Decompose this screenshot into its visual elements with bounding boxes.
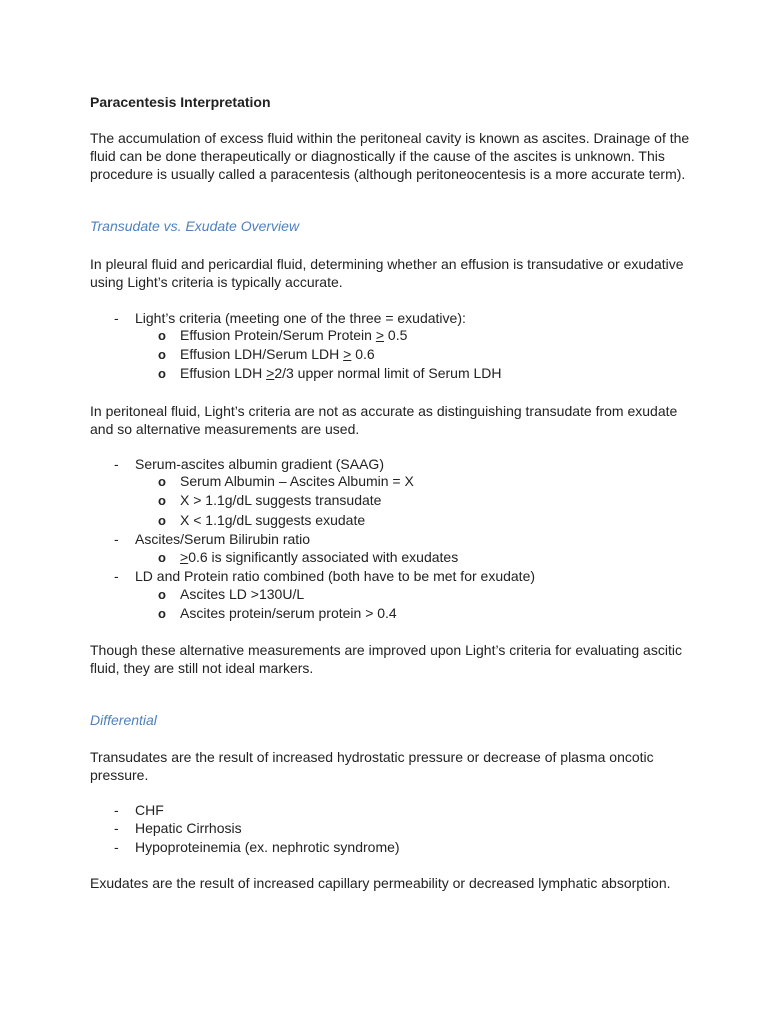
list-item: Ascites protein/serum protein > 0.4 [180, 605, 397, 621]
list-item: Effusion LDH >2/3 upper normal limit of Serum LDH [180, 365, 502, 381]
list-item: Serum Albumin – Ascites Albumin = X [180, 473, 414, 489]
list-dash: - [114, 310, 119, 326]
list-dash: - [114, 456, 119, 472]
list-item: >0.6 is significantly associated with exudates [180, 549, 459, 565]
exudates-paragraph: Exudates are the result of increased capillary permeability or decreased lymphatic absorption. [90, 875, 671, 891]
list-item: X < 1.1g/dL suggests exudate [180, 512, 366, 528]
list-item-saag: Serum-ascites albumin gradient (SAAG) [135, 456, 384, 472]
list-item: Effusion LDH/Serum LDH > 0.6 [180, 346, 375, 362]
list-item-lights-criteria: Light’s criteria (meeting one of the three = exudative): [135, 310, 466, 326]
section-heading-differential: Differential [90, 712, 157, 728]
list-dash: - [114, 802, 119, 818]
list-item: X > 1.1g/dL suggests transudate [180, 492, 382, 508]
list-bullet: o [158, 474, 166, 489]
peritoneal-paragraph: In peritoneal fluid, Light’s criteria are not as accurate as distinguishing transudate from exudate and so alternative measurements are used. [90, 403, 678, 437]
list-bullet: o [158, 366, 166, 381]
list-bullet: o [158, 328, 166, 343]
list-item: Ascites LD >130U/L [180, 586, 305, 602]
list-bullet: o [158, 550, 166, 565]
list-item-ld-protein-ratio: LD and Protein ratio combined (both have to be met for exudate) [135, 568, 536, 584]
section-heading-transudate-exudate: Transudate vs. Exudate Overview [90, 218, 300, 234]
list-bullet: o [158, 513, 166, 528]
list-item-bilirubin-ratio: Ascites/Serum Bilirubin ratio [135, 531, 311, 547]
list-bullet: o [158, 587, 166, 602]
list-item-chf: CHF [135, 802, 164, 818]
transudates-paragraph: Transudates are the result of increased hydrostatic pressure or decrease of plasma oncotic pressure. [90, 749, 654, 783]
intro-paragraph: The accumulation of excess fluid within the peritoneal cavity is known as ascites. Drainage of the fluid can be done therapeutically or diagnostically if the cause of the ascites is unknown. This procedure is usually called a paracentesis (although peritoneocentesis is a more accurate term). [90, 130, 690, 182]
list-bullet: o [158, 606, 166, 621]
list-dash: - [114, 568, 119, 584]
list-bullet: o [158, 347, 166, 362]
list-bullet: o [158, 493, 166, 508]
list-dash: - [114, 820, 119, 836]
list-dash: - [114, 839, 119, 855]
pleural-paragraph: In pleural fluid and pericardial fluid, determining whether an effusion is transudative or exudative using Light’s criteria is typically accurate. [90, 256, 684, 290]
document-title: Paracentesis Interpretation [90, 94, 271, 110]
list-item-hypoproteinemia: Hypoproteinemia (ex. nephrotic syndrome) [135, 839, 400, 855]
list-item: Effusion Protein/Serum Protein > 0.5 [180, 327, 408, 343]
list-dash: - [114, 531, 119, 547]
conclusion-paragraph: Though these alternative measurements are improved upon Light’s criteria for evaluating ascitic fluid, they are still not ideal markers. [90, 642, 682, 676]
list-item-hepatic-cirrhosis: Hepatic Cirrhosis [135, 820, 242, 836]
